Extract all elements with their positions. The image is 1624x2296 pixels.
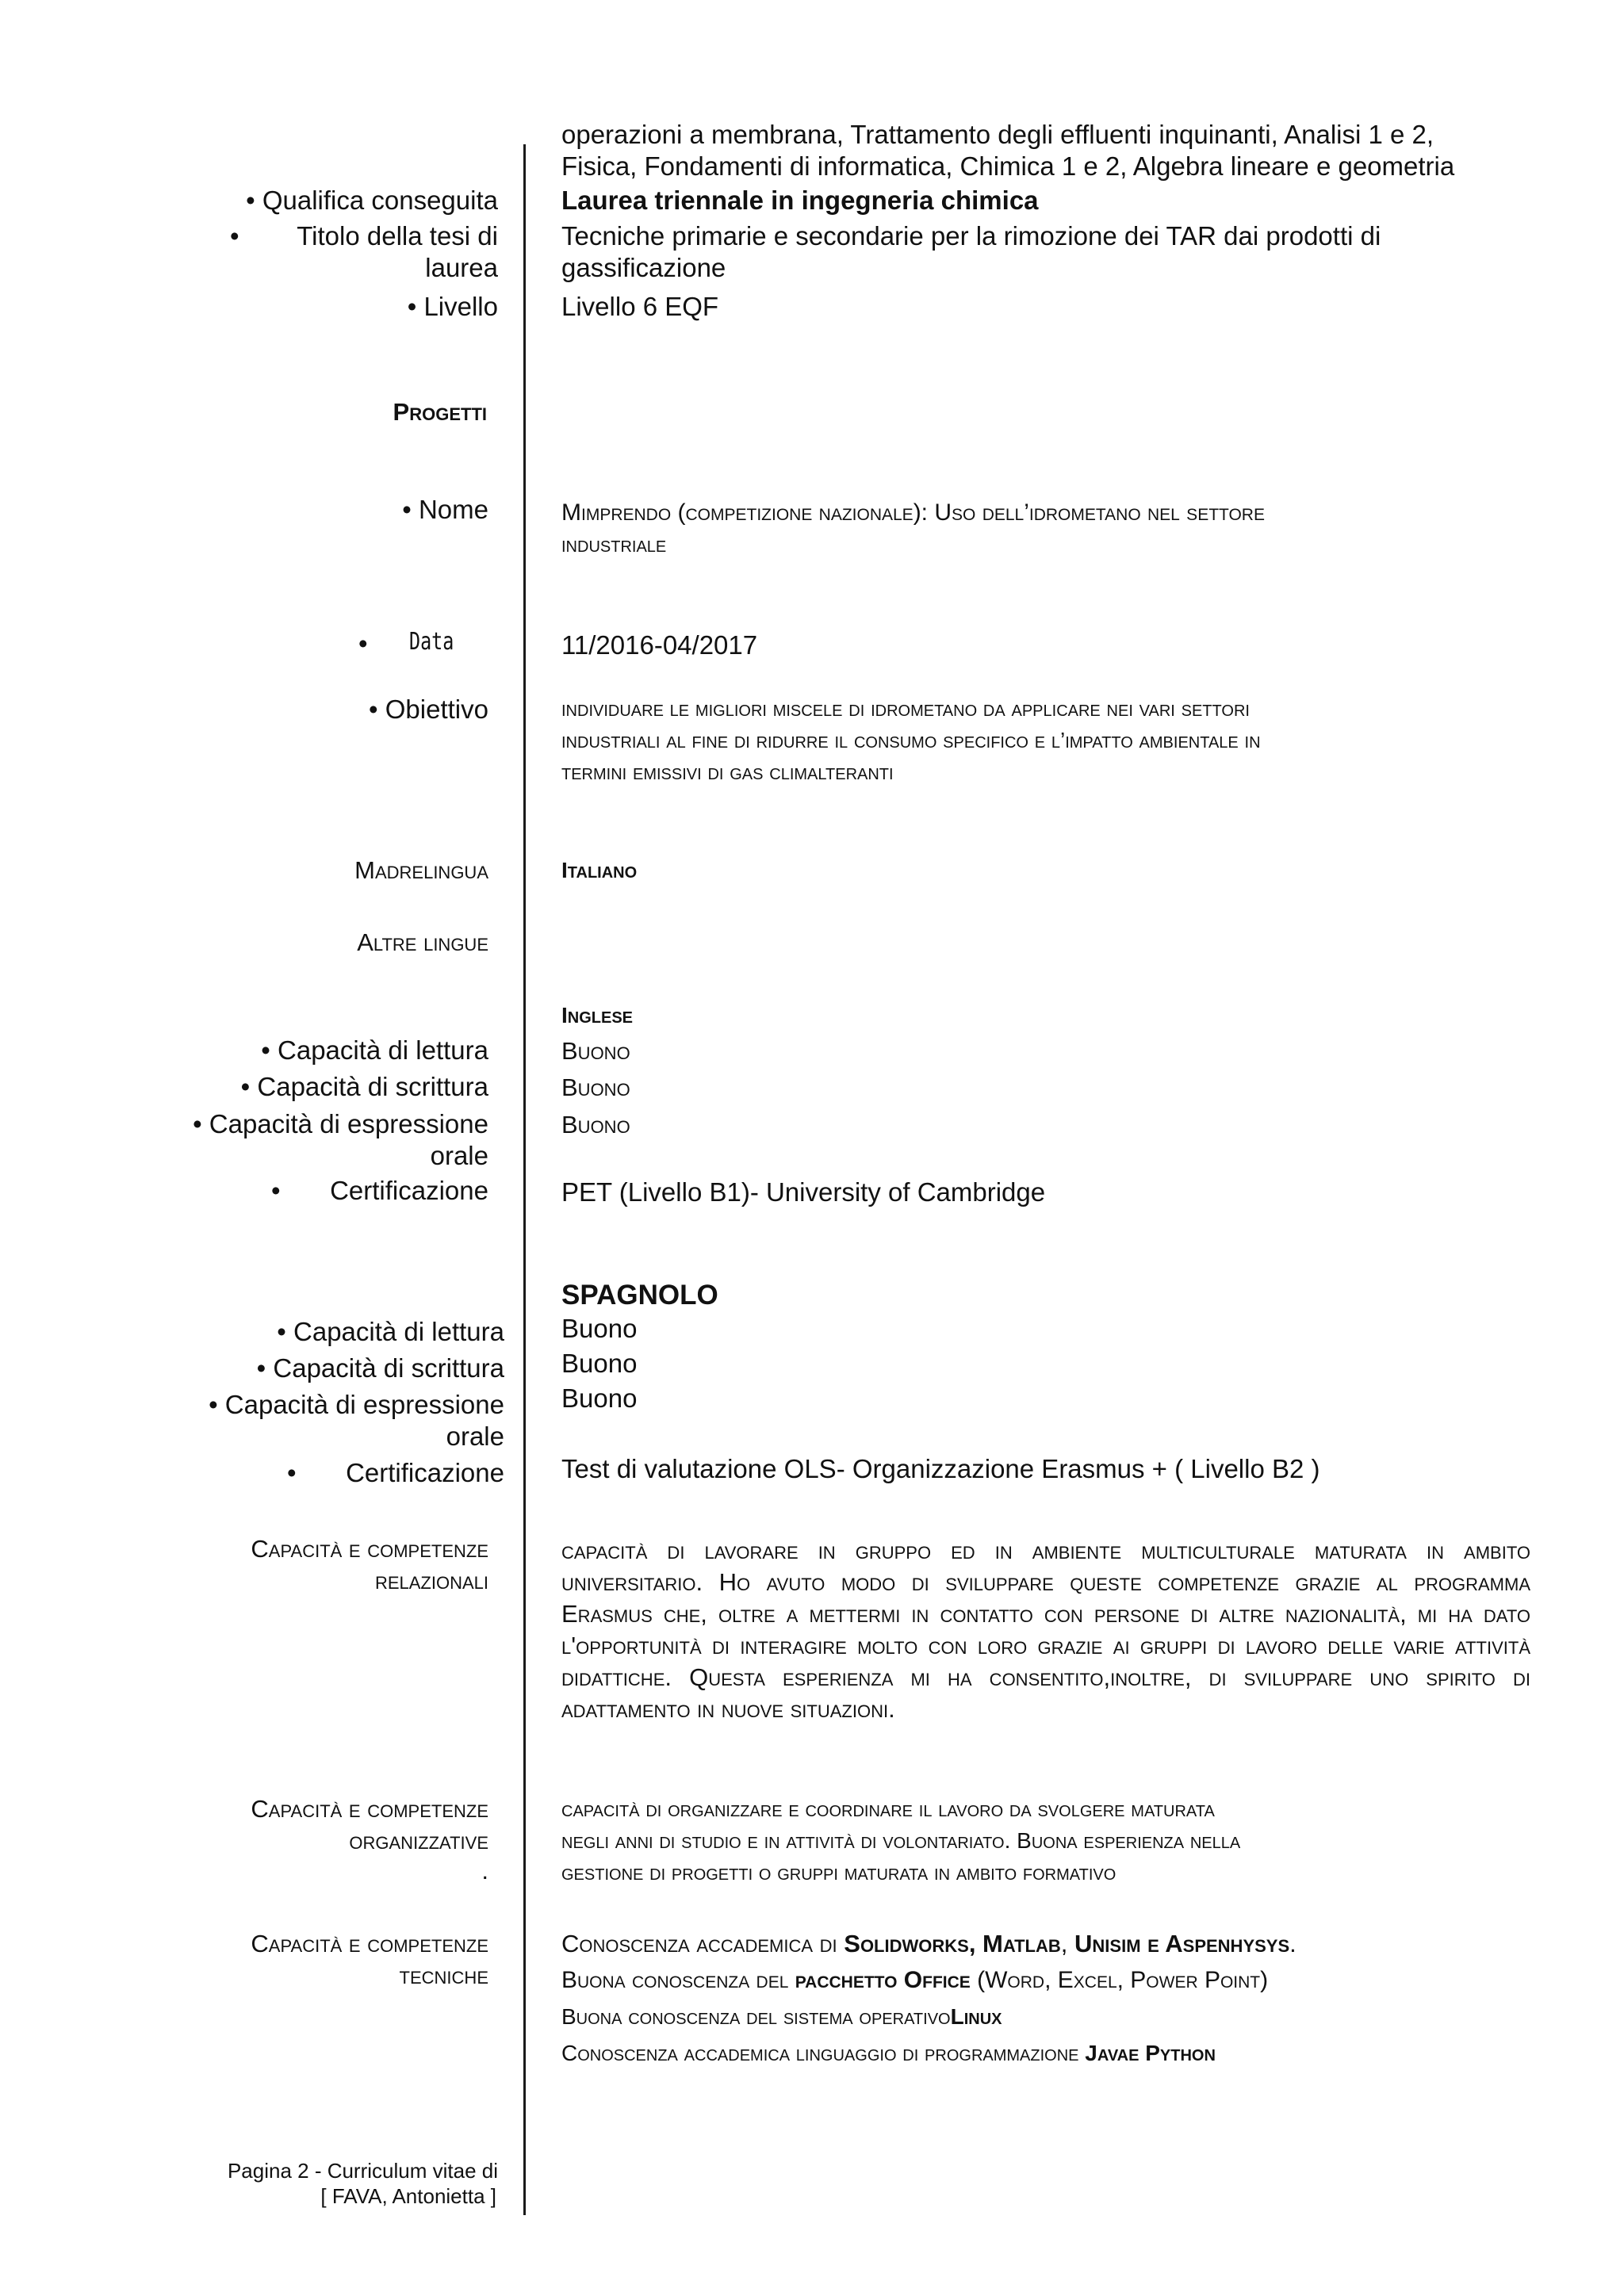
obiettivo-line-3: termini emissivi di gas climalteranti bbox=[561, 760, 894, 784]
tecniche-l1-sep: , bbox=[1060, 1930, 1075, 1957]
tecniche-l2-text: Buona conoscenza del bbox=[561, 1967, 795, 1993]
nome-label: • Nome bbox=[402, 495, 488, 524]
english-orale-label-line-1: • Capacità di espressione bbox=[193, 1109, 488, 1138]
obiettivo-line-1: individuare le migliori miscele di idrometano da applicare nei vari settori bbox=[561, 696, 1250, 721]
tesi-value-line-2: gassificazione bbox=[561, 253, 726, 282]
tecniche-label-line-1: Capacità e competenze bbox=[251, 1930, 488, 1957]
bullet-icon: • bbox=[358, 629, 368, 658]
qualifica-value: Laurea triennale in ingegneria chimica bbox=[561, 186, 1039, 215]
english-scrittura-value: Buono bbox=[561, 1073, 630, 1101]
organizzative-label-line-1: Capacità e competenze bbox=[251, 1795, 488, 1823]
bullet-icon: • bbox=[287, 1458, 297, 1487]
organizzative-line-2: negli anni di studio e in attività di volontariato. Buona esperienza nella bbox=[561, 1828, 1241, 1853]
tecniche-l1-text: Conoscenza accademica di bbox=[561, 1930, 845, 1957]
bullet-icon: • bbox=[271, 1176, 281, 1205]
relazionali-text: capacità di lavorare in gruppo ed in ambiente multiculturale maturata in ambito universitario. Ho avuto modo di sviluppare queste competenze grazie al programma Erasmus che, oltre a mettermi in contatto con persone di altre nazionalità, mi ha dato l'opportunità di interagire molto con loro grazie ai gruppi di lavoro delle varie attività didattiche. Questa esperienza mi ha consentito,inoltre, di sviluppare uno spirito di adattamento in nuove situazioni. bbox=[561, 1536, 1530, 1723]
tesi-label-line-1: Titolo della tesi di bbox=[297, 221, 498, 251]
english-scrittura-label: • Capacità di scrittura bbox=[240, 1072, 488, 1101]
tecniche-l3-bold: Linux bbox=[950, 2004, 1002, 2029]
spanish-name: SPAGNOLO bbox=[561, 1280, 718, 1311]
nome-value-line-1: Mimprendo (competizione nazionale): Uso dell’idrometano nel settore bbox=[561, 499, 1265, 526]
obiettivo-label: • Obiettivo bbox=[369, 695, 488, 724]
data-value: 11/2016-04/2017 bbox=[561, 630, 758, 660]
organizzative-label-line-2: organizzative bbox=[349, 1827, 488, 1854]
organizzative-line-3: gestione di progetti o gruppi maturata in ambito formativo bbox=[561, 1860, 1116, 1885]
spanish-scrittura-label: • Capacità di scrittura bbox=[256, 1353, 504, 1383]
spanish-scrittura-value: Buono bbox=[561, 1349, 638, 1378]
livello-value: Livello 6 EQF bbox=[561, 292, 719, 321]
english-orale-value: Buono bbox=[561, 1111, 630, 1138]
vertical-divider bbox=[523, 144, 526, 2215]
footer-line-2: [ FAVA, Antonietta ] bbox=[320, 2184, 496, 2208]
tecniche-l4-bold: Javae Python bbox=[1085, 2041, 1216, 2065]
subjects-line-1: operazioni a membrana, Trattamento degli effluenti inquinanti, Analisi 1 e 2, bbox=[561, 120, 1434, 149]
projects-heading: Progetti bbox=[393, 398, 487, 426]
tesi-value-line-1: Tecniche primarie e secondarie per la rimozione dei TAR dai prodotti di bbox=[561, 221, 1381, 251]
livello-label: • Livello bbox=[407, 292, 498, 321]
data-label: Data bbox=[409, 628, 454, 656]
spanish-lettura-label: • Capacità di lettura bbox=[277, 1317, 504, 1346]
english-cert-value: PET (Livello B1)- University of Cambridge bbox=[561, 1177, 1046, 1207]
qualifica-label: • Qualifica conseguita bbox=[246, 186, 498, 215]
tecniche-l1-bold-2: Unisim e Aspenhysys bbox=[1074, 1930, 1290, 1957]
bullet-icon: • bbox=[230, 221, 239, 251]
footer-line-1: Pagina 2 - Curriculum vitae di bbox=[227, 2159, 498, 2183]
tecniche-line-2 bbox=[561, 1965, 1268, 1996]
madrelingua-value: Italiano bbox=[561, 858, 638, 882]
tecniche-line-4 bbox=[561, 2038, 1216, 2069]
tecniche-l2-end: (Word, Excel, Power Point) bbox=[970, 1967, 1269, 1993]
relazionali-label-line-1: Capacità e competenze bbox=[251, 1535, 488, 1563]
nome-value-line-2: industriale bbox=[561, 532, 667, 557]
tecniche-l4-text: Conoscenza accademica linguaggio di programmazione bbox=[561, 2041, 1086, 2065]
tecniche-l3-text: Buona conoscenza del sistema operativo bbox=[561, 2004, 951, 2029]
subjects-line-2: Fisica, Fondamenti di informatica, Chimica 1 e 2, Algebra lineare e geometria bbox=[561, 151, 1455, 181]
english-cert-label: Certificazione bbox=[330, 1176, 488, 1205]
spanish-orale-label-line-1: • Capacità di espressione bbox=[209, 1390, 504, 1419]
tecniche-line-1 bbox=[561, 1928, 1297, 1960]
obiettivo-line-2: industriali al fine di ridurre il consumo specifico e l’impatto ambientale in bbox=[561, 728, 1261, 752]
spanish-orale-label-line-2: orale bbox=[446, 1422, 504, 1451]
organizzative-line-1: capacità di organizzare e coordinare il lavoro da svolgere maturata bbox=[561, 1797, 1215, 1821]
english-name: Inglese bbox=[561, 1003, 634, 1027]
madrelingua-label: Madrelingua bbox=[354, 856, 488, 884]
tecniche-l1-end: . bbox=[1289, 1930, 1297, 1957]
altre-lingue-label: Altre lingue bbox=[357, 928, 488, 956]
tecniche-l1-bold-1: Solidworks, Matlab bbox=[844, 1930, 1061, 1957]
spanish-cert-label: Certificazione bbox=[346, 1458, 504, 1487]
english-orale-label-line-2: orale bbox=[430, 1141, 488, 1170]
relazionali-label-line-2: relazionali bbox=[374, 1567, 488, 1594]
english-lettura-label: • Capacità di lettura bbox=[261, 1035, 488, 1065]
tecniche-l2-bold: pacchetto Office bbox=[795, 1967, 971, 1993]
tesi-label-line-2: laurea bbox=[425, 253, 498, 282]
english-lettura-value: Buono bbox=[561, 1037, 630, 1065]
spanish-cert-value: Test di valutazione OLS- Organizzazione Erasmus + ( Livello B2 ) bbox=[561, 1454, 1320, 1483]
tecniche-line-3 bbox=[561, 2001, 1002, 2033]
tecniche-label-line-2: tecniche bbox=[399, 1961, 488, 1989]
spanish-lettura-value: Buono bbox=[561, 1314, 638, 1343]
organizzative-label-line-3: . bbox=[481, 1857, 488, 1885]
spanish-orale-value: Buono bbox=[561, 1383, 638, 1413]
